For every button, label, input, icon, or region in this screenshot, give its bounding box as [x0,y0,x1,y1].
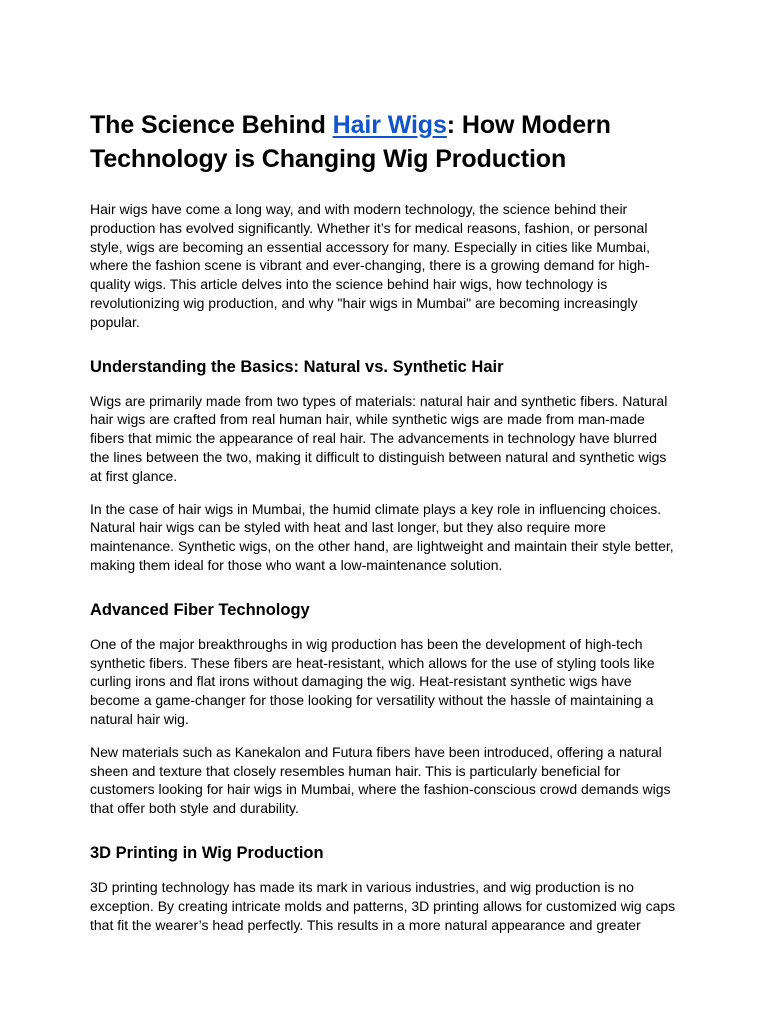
hair-wigs-link[interactable]: Hair Wigs [332,111,447,139]
section-heading-basics: Understanding the Basics: Natural vs. Synthetic Hair [90,357,504,376]
article-title [90,108,680,176]
printing-paragraph-1: 3D printing technology has made its mark in various industries, and wig production is no exception. By creating intricate molds and patterns, 3D printing allows for customized wig caps that fit the wearer’s head perfectly. This results in a more natural appearance and greater [90,878,676,933]
basics-paragraph-1: Wigs are primarily made from two types of materials: natural hair and synthetic fibers. Natural hair wigs are crafted from real human hair, while synthetic wigs are made from man-made fibers that mimic the appearance of real hair. The advancements in technology have blurred the lines between the two, making it difficult to distinguish between natural and synthetic wigs at first glance. [90,392,668,484]
section-heading-fiber: Advanced Fiber Technology [90,600,310,619]
intro-paragraph: Hair wigs have come a long way, and with modern technology, the science behind their production has evolved significantly. Whether it’s for medical reasons, fashion, or personal style, wigs are becoming an essential accessory for many. Especially in cities like Mumbai, where the fashion scene is vibrant and ever-changing, there is a growing demand for high-quality wigs. This article delves into the science behind hair wigs, how technology is revolutionizing wig production, and why "hair wigs in Mumbai" are becoming increasingly popular. [90,201,650,330]
fiber-paragraph-1: One of the major breakthroughs in wig production has been the development of high-tech synthetic fibers. These fibers are heat-resistant, which allows for the use of styling tools like curling irons and flat irons without damaging the wig. Heat-resistant synthetic wigs have become a game-changer for those looking for versatility without the hassle of maintaining a natural hair wig. [90,635,655,727]
title-text-before: The Science Behind [90,111,333,139]
section-heading-3d-printing: 3D Printing in Wig Production [90,843,324,862]
fiber-paragraph-2: New materials such as Kanekalon and Futura fibers have been introduced, offering a natural sheen and texture that closely resembles human hair. This is particularly beneficial for customers looking for hair wigs in Mumbai, where the fashion-conscious crowd demands wigs that offer both style and durability. [90,743,671,817]
basics-paragraph-2: In the case of hair wigs in Mumbai, the humid climate plays a key role in influencing choices. Natural hair wigs can be styled with heat and last longer, but they also require more maintenance. Synthetic wigs, on the other hand, are lightweight and maintain their style better, making them ideal for those who want a low-maintenance solution. [90,500,674,573]
title-text-after: : How Modern Technology is Changing Wig Production [90,111,611,173]
